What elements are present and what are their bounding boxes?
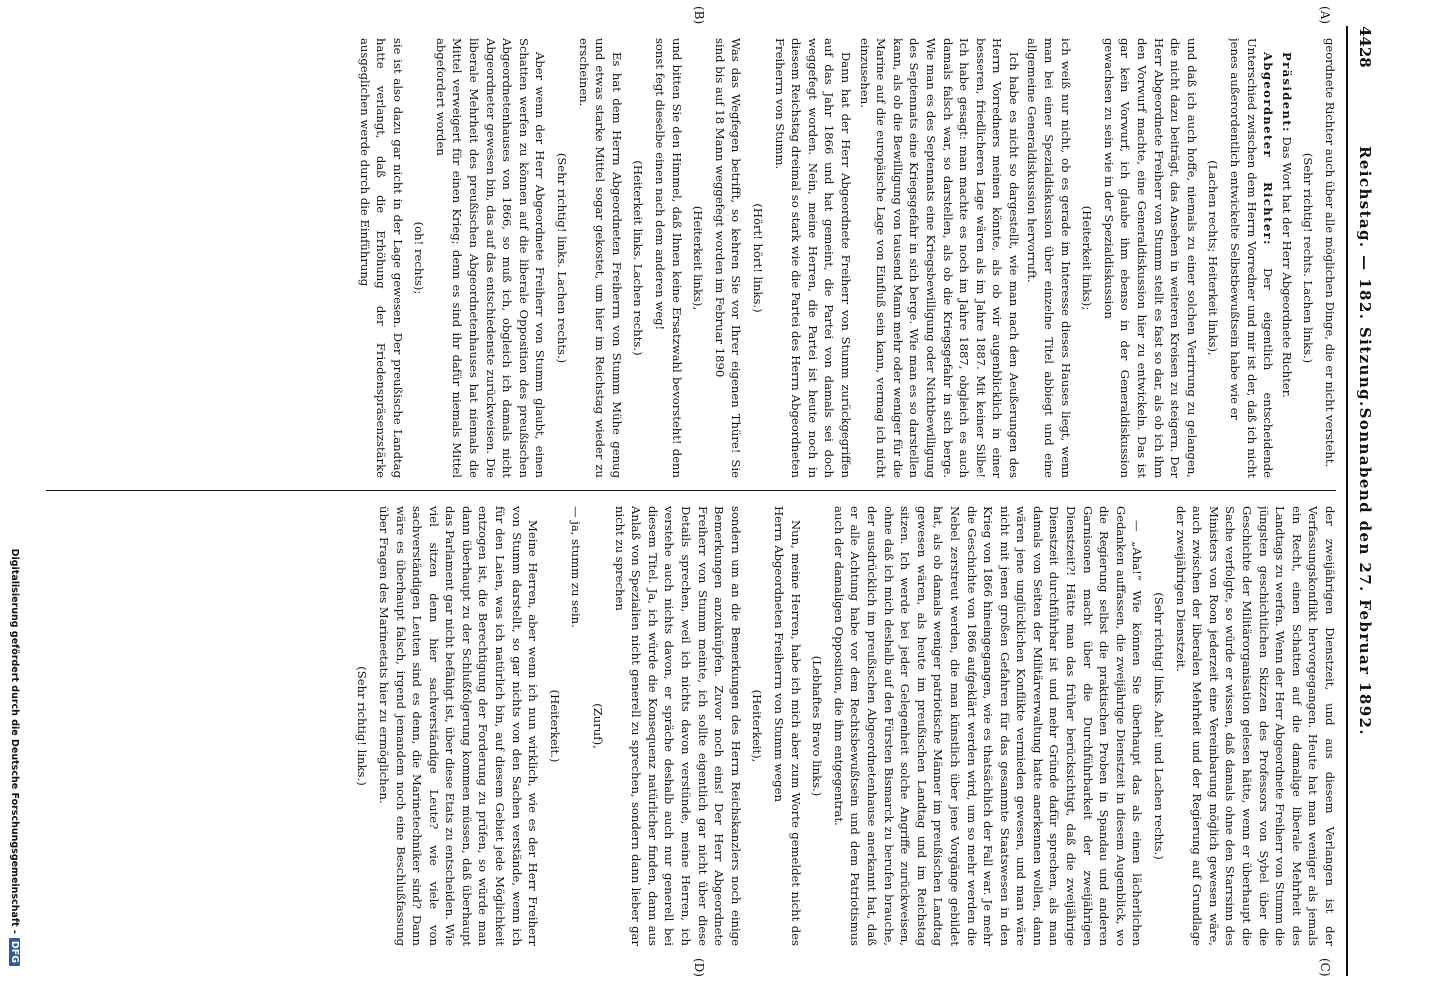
- session-date: Sonnabend den 27. Februar 1892.: [1356, 407, 1374, 736]
- body-paragraph: geordnete Richter auch über alle möglichen Dinge, die er nicht versteht.: [1323, 38, 1337, 468]
- speaker-text: Der eigentlich entscheidende Unterschied zwischen dem Herrn Vorredner und mir ist der, daß ich nicht jenes außerordentlich entwickelte Selbstbewußtsein habe wie er: [1228, 38, 1276, 478]
- body-paragraph: und daß ich auch hoffe, niemals zu einer solchen Verirrung zu gelangen, die nicht dazu beiträgt, das Ansehen in weiteren Kreisen zu steigern. Der Herr Abgeordnete Freiherr von Stumm stellt es fast so dar, als ob ich ihm den Vorwurf machte, eine Generaldiskussion hier zu entwickeln. Das ist gar kein Vorwurf, ich glaube ihm ebenso in der Generaldiskussion gewachsen zu sein wie in der Spezialdiskussion: [1101, 38, 1199, 478]
- right-column: [42, 506, 1338, 946]
- credit-text: Digitalisierung gefördert durch die Deutsche Forschungsgemeinschaft -: [9, 548, 20, 934]
- dfg-logo: DFG: [9, 938, 20, 966]
- body-paragraph: Meine Herren, aber wenn ich nun wirklich, wie es der Herr Freiherr von Stumm darstellt, so gar nichts von den Sachen verstände, wenn ich für den Laien, was ich natürlich bin, auf diesem Gebiet jede Möglichkeit entzogen ist, die Berechtigung der Forderung zu prüfen, so würde man dann überhaupt zu der Schlußfolgerung kommen müssen, daß überhaupt das Parlament gar nicht befähigt ist, über diese Etats zu entscheiden. Wie viel sitzen denn hier sachverständige Leute? wie viele von sachverständigen Leuten sind es denn, die Marinetechniker sind? Dann wäre es überhaupt falsch, irgend jemandem noch eine Beschlußfassung über Fragen des Marineetats hier zu ermöglichen.: [376, 506, 541, 946]
- digitization-credit: [9, 26, 20, 966]
- body-paragraph: Nun, meine Herren, habe ich mich aber zum Worte gemeldet nicht des Herrn Abgeordneten Freiherrn von Stumm wegen: [772, 506, 803, 946]
- body-paragraph: Dann hat der Herr Abgeordnete Freiherr von Stumm zurückgegriffen auf das Jahr 1866 und hat gemeint, die Partei von damals sei doch weggefegt worden. Nein, meine Herren, die Partei ist heute noch in diesem Reichstag dreimal so stark wie die Partei des Herrn Abgeordneten Freiherrn von Stumm.: [772, 38, 853, 478]
- body-paragraph: — „Aha!“ Wie können Sie überhaupt das als einen lächerlichen Gedanken auffassen, die zweijährige Dienstzeit in diesem Augenblick, wo die Regierung selbst die praktischen Proben in Spandau und anderen Garnisonen macht über die Durchführbarkeit der zweijährigen Dienstzeit?! Hätte man das früher berücksichtigt, daß die zweijährige Dienstzeit durchführbar ist und mehr Gründe dafür sprechen, als man damals von Seiten der Militärverwaltung hatte anerkennen wollen, dann wären jene unglücklichen Konflikte vermieden gewesen, und man wäre nicht mit jenen großen Gefahren für das gesammte Staatswesen in den Krieg von 1866 hineingegangen, wie es thatsächlich der Fall war. Je mehr die Geschichte von 1866 aufgeklärt werden wird, um so mehr werden die Nebel zerstreut werden, die man künstlich über jene Vorgänge gebildet hat, als ob damals weniger patriotische Männer im preußischen Landtag gewesen wären, als heute im preußischen Landtag und im Reichstag sitzen. Ich werde bei jeder Gelegenheit solche Angriffe zurückweisen, ohne daß ich mich deshalb auf den Fürsten Bismarck zu berufen brauche, der ausdrücklich im preußischen Abgeordnetenhause anerkannt hat, daß er alle Achtung habe vor dem Rechtsbewußtsein und dem Patriotismus auch der damaligen Opposition, die ihm entgegentrat.: [831, 506, 1145, 946]
- margin-marker-b: (B): [692, 6, 706, 25]
- margin-marker-a: (A): [1318, 6, 1332, 25]
- page-header: [1350, 26, 1374, 966]
- speaker-paragraph: [1226, 38, 1276, 478]
- body-paragraph: Es hat dem Herrn Abgeordneten Freiherrn von Stumm Mühe genug und etwas starke Mittel sogar gekostet, um hier im Reichstag wieder zu erscheinen.: [576, 38, 624, 478]
- body-paragraph: Was das Wegfegen betrifft, so kehren Sie vor Ihrer eigenen Thüre! Sie sind bis auf 18 Mann weggefegt worden im Februar 1890: [712, 38, 744, 478]
- interjection: (Sehr richtig! rechts. Lachen links.): [1301, 152, 1316, 364]
- interjection: (Sehr richtig! links. Aha! und Lachen rechts.): [1152, 592, 1167, 860]
- interjection: (Zuruf),: [591, 703, 606, 749]
- body-paragraph: Ich habe es nicht so dargestellt, wie man nach den Aeußerungen des Herrn Vorredners meinen könnte, als ob wir augenblicklich in einer besseren, friedlicheren Lage wären als im Jahre 1887. Mit keiner Silbe! Ich habe gesagt: man machte es noch im Jahre 1887, obgleich es auch damals falsch war, so darstellen, als ob die Kriegsgefahr in sich berge. Wie man es des Septennats eine Kriegsbewilligung oder Nichtbewilligung des Septennats eine Kriegsgefahr in sich berge. Wie man es so darstellen kann, als ob die Bewilligung von tausend Mann mehr oder weniger für die Marine auf die europäische Lage von Einfluß sein kann, vermag ich nicht einzusehen.: [857, 38, 1021, 478]
- session-title: Reichstag. — 182. Sitzung.: [1356, 146, 1374, 408]
- body-paragraph: — ja, stumm zu sein.: [569, 506, 584, 628]
- body-paragraph: der zweijährigen Dienstzeit, und aus diesem Verlangen ist der Verfassungskonflikt hervorgegangen. Heute hat man weniger als jemals ein Recht, einen Schatten auf die damalige liberale Mehrheit des Landtags zu werfen. Wenn der Herr Abgeordnete Freiherr von Stumm die jüngsten geschichtlichen Skizzen des Professors von Sybel über die Geschichte der Militärorganisation gelesen hätte, wenn er überhaupt die Sache verfolgte, so würde er wissen, daß damals ohne den Starrsinn des Ministers von Roon jederzeit eine Vereinbarung möglich gewesen wäre, auch zwischen der liberalen Mehrheit und der Regierung auf Grundlage der zweijährigen Dienstzeit.: [1173, 506, 1337, 946]
- page-number: 4428: [1356, 26, 1374, 68]
- interjection: (Sehr richtig! links.): [355, 666, 370, 786]
- body-paragraph: sie ist also dazu gar nicht in der Lage gewesen. Der preußische Landtag hatte verlangt, daß die Erhöhung der Friedenspräsenzstärke ausgeglichen werde durch die Einführung: [357, 38, 405, 478]
- body-paragraph: sondern um an die Bemerkungen des Herrn Reichskanzlers noch einige Bemerkungen anzuknüpfen. Zuvor noch eins! Der Herr Abgeordnete Freiherr von Stumm meinte, ich sollte eigentlich gar nicht über diese Details sprechen, weil ich nichts davon verstünde, meine Herren, ich verstehe auch nichts davon, er spräche deshalb auch nur generell bei diesem Titel. Ja, ich würde die Konsequenz natürlicher finden, dann aus Anlaß von Spezialien nicht generell zu sprechen, sondern dann lieber gar nicht zu sprechen: [612, 506, 743, 946]
- interjection: (Heiterkeit links. Lachen rechts.): [631, 160, 646, 356]
- speaker-paragraph: [1278, 38, 1295, 478]
- speaker-name: Präsident:: [1279, 52, 1294, 133]
- body-paragraph: und bitten Sie den Himmel, daß Ihnen keine Ersatzwahl bevorsteht! denn sonst fegt dieselbe einen nach dem anderen weg!: [653, 38, 684, 478]
- interjection: (Lachen rechts; Heiterkeit links),: [1206, 160, 1221, 356]
- margin-marker-d: (D): [692, 958, 706, 977]
- interjection: (Heiterkeit links),: [691, 205, 706, 311]
- interjection: (oh! rechts);: [412, 221, 427, 295]
- header-rule: [1346, 26, 1348, 976]
- interjection: (Heiterkeit),: [750, 689, 765, 763]
- interjection: (Sehr richtig! links. Lachen rechts.): [555, 152, 570, 364]
- speaker-text: Das Wort hat der Herr Abgeordnete Richter.: [1279, 132, 1294, 398]
- column-rule: [46, 490, 1336, 491]
- interjection: (Lebhaftes Bravo links.): [810, 655, 825, 797]
- interjection: (Heiterkeit.): [547, 689, 562, 763]
- body-paragraph: ich weiß nur nicht, ob es gerade im Interesse dieses Hauses liegt, wenn man bei einer Spezialdiskussion über einzelne Titel abbiegt und eine allgemeine Generaldiskussion hervorruft.: [1025, 38, 1073, 478]
- body-paragraph: Aber wenn der Herr Abgeordnete Freiherr von Stumm glaubt, einen Schatten werfen zu können auf die liberale Opposition des preußischen Abgeordnetenhauses von 1866, so muß ich, obgleich ich damals nicht Abgeordneter gewesen bin, das auf das entschiedenste zurückweisen. Die liberale Mehrheit des preußischen Abgeordnetenhauses hat niemals die Mittel verweigert für einen Krieg; denn es sind ihr dafür niemals Mittel abgefordert worden: [433, 38, 548, 478]
- interjection: (Hört! hört! links.): [751, 203, 765, 313]
- left-column: [42, 38, 1338, 478]
- speaker-name: Abgeordneter Richter:: [1261, 52, 1276, 246]
- margin-marker-c: (C): [1318, 958, 1332, 977]
- interjection: (Heiterkeit links);: [1080, 205, 1095, 311]
